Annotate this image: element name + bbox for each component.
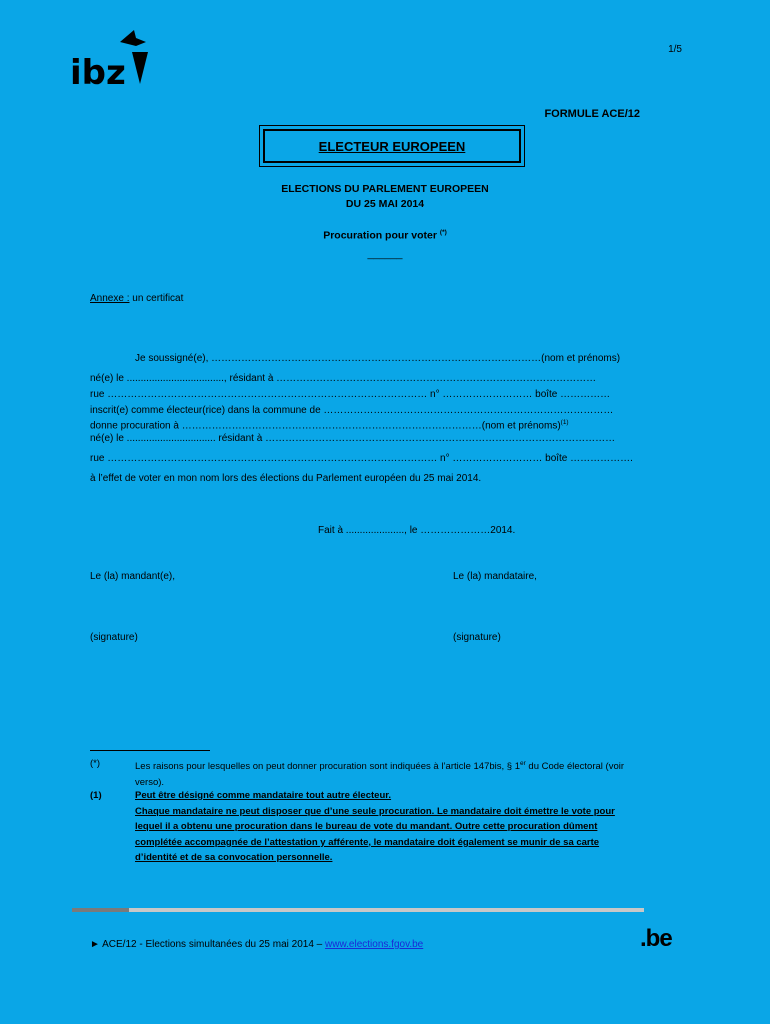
footnote-star-text <box>135 756 655 790</box>
mandataire-label: Le (la) mandataire, <box>453 571 537 582</box>
footer-bar-accent <box>72 908 129 912</box>
body-line-3: rue …………………………………………………………………………………… n° ……………………… boîte …………… <box>90 389 611 400</box>
form-code: FORMULE ACE/12 <box>544 108 640 120</box>
footnote-one-line: complétée accompagnée de l’attestation y afférente, le mandataire doit également se munir de sa carte <box>135 836 600 848</box>
mandant-label: Le (la) mandant(e), <box>90 571 176 582</box>
footer-text: ► ACE/12 - Elections simultanées du 25 mai 2014 – <box>90 939 326 950</box>
ibz-logo <box>70 28 150 88</box>
annex <box>90 293 183 304</box>
footer-link[interactable]: www.elections.fgov.be <box>325 939 424 950</box>
body-line-6: né(e) le ................................ résidant à …………………………………………………………………………………………… <box>90 433 616 444</box>
footnote-star-sup: er <box>520 760 526 767</box>
annex-text: un certificat <box>129 293 184 304</box>
body-line-7: rue ……………………………………………………………………………………… n° ……………………… boîte ………………. <box>90 453 633 464</box>
footnote-one-text <box>135 788 615 866</box>
svg-text:ibz: ibz <box>70 53 126 88</box>
footnote-star-text-a: Les raisons pour lesquelles on peut donner procuration sont indiquées à l’article 147bis, § 1 <box>135 761 520 773</box>
footnote-one-line: d’identité et de sa convocation personnelle. <box>135 852 333 863</box>
annex-label: Annexe : <box>90 293 130 304</box>
footer-bar <box>72 908 644 912</box>
body-line-8: à l’effet de voter en mon nom lors des élections du Parlement européen du 25 mai 2014. <box>90 473 482 484</box>
page-number: 1/5 <box>668 44 682 55</box>
subtitle-line-2: DU 25 MAI 2014 <box>345 198 425 210</box>
body-line-1: Je soussigné(e), ………………………………………………………………………………………(nom et prénoms) <box>135 353 621 364</box>
body-line-5-note: (1) <box>560 419 569 426</box>
signature-left: (signature) <box>90 632 138 643</box>
footer <box>90 939 423 950</box>
be-logo: .be <box>640 925 672 952</box>
place-date: Fait à ....................., le …………………2014. <box>318 525 516 536</box>
footnote-star-marker: (*) <box>90 758 101 769</box>
body-line-2: né(e) le ..................................., résidant à …………………………………………………………………………………… <box>90 373 597 384</box>
procuration-text: Procuration pour voter <box>323 229 437 242</box>
body-line-5 <box>90 419 569 431</box>
footnote-star-text-b: du Code électoral (voir <box>525 761 624 773</box>
footnote-one-line: Peut être désigné comme mandataire tout autre électeur. <box>135 790 392 801</box>
signature-right: (signature) <box>453 632 501 643</box>
footnote-star-text-c: verso). <box>135 776 165 788</box>
footnote-rule <box>90 750 210 751</box>
footnote-one-marker: (1) <box>90 790 102 801</box>
footnote-one-line: lequel il a obtenu une procuration dans le bureau de vote du mandant. Outre cette procuration dûment <box>135 821 598 832</box>
procuration-heading <box>0 229 770 242</box>
footnote-one-line: Chaque mandataire ne peut disposer que d’une seule procuration. Le mandataire doit émettre le vote pour <box>135 805 615 817</box>
subtitle-line-1: ELECTIONS DU PARLEMENT EUROPEEN <box>281 183 489 195</box>
separator: ______ <box>367 248 403 260</box>
document-title: ELECTEUR EUROPEEN <box>318 138 466 154</box>
body-line-5-text: donne procuration à ………………………………………………………………………………(nom et prénoms) <box>90 420 561 432</box>
body-line-4: inscrit(e) comme électeur(rice) dans la commune de …………………………………………………………………………… <box>90 405 614 416</box>
procuration-note: (*) <box>439 229 447 236</box>
title-box <box>259 125 525 167</box>
